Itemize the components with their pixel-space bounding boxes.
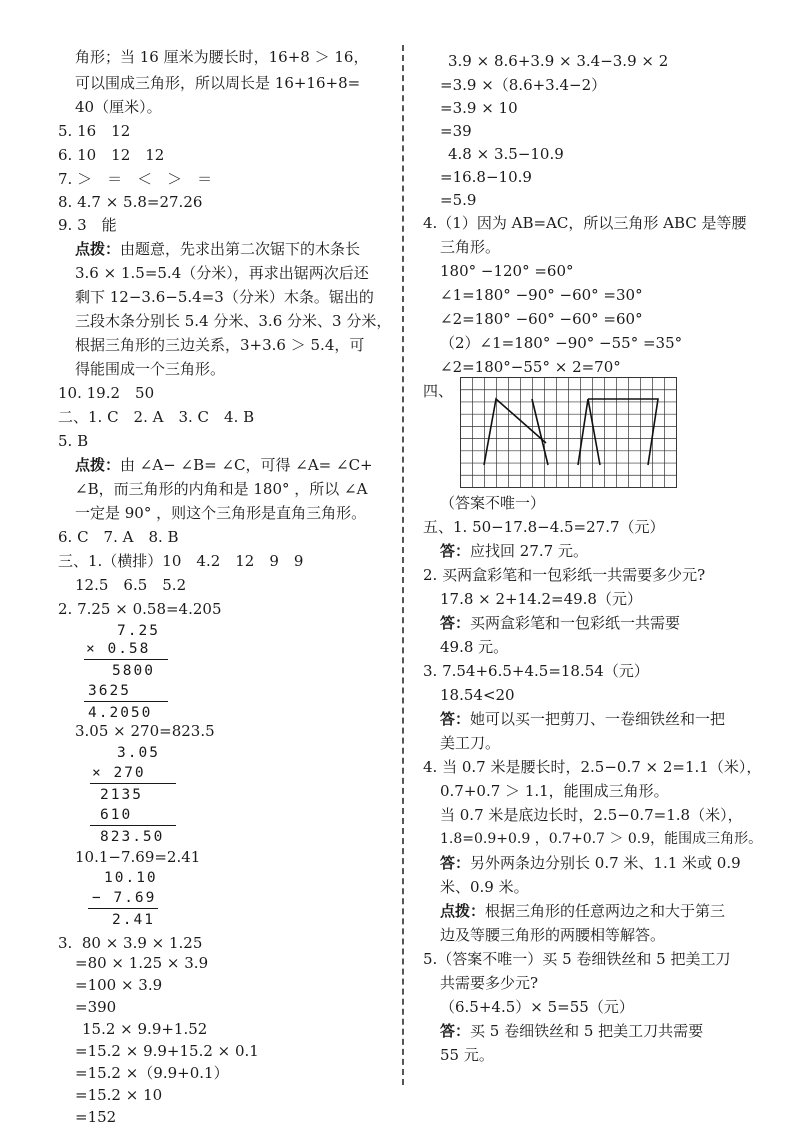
vertical-calc-line: 10.10 — [104, 870, 158, 886]
text-line: 三角形。 — [440, 238, 501, 256]
hint-text: 由题意，先求出第二次锯下的木条长 — [120, 240, 361, 258]
calc-rule — [90, 825, 176, 826]
text-line: =15.2 ×（9.9+0.1） — [75, 1064, 229, 1082]
hint-line — [75, 456, 373, 474]
text-line: =39 — [440, 122, 472, 140]
answer-line: 3.05 × 270=823.5 — [75, 722, 215, 740]
text-line: 49.8 元。 — [440, 638, 509, 656]
vertical-calc-line: 3625 — [88, 683, 131, 699]
text-line: 15.2 × 9.9+1.52 — [82, 1020, 208, 1038]
drawn-triangles — [484, 399, 658, 465]
column-divider — [402, 45, 404, 1085]
answer-line: 5.（答案不唯一）买 5 卷细铁丝和 5 把美工刀 — [423, 950, 731, 968]
text-line: =15.2 × 10 — [75, 1086, 163, 1104]
vertical-calc-line: × 0.58 — [86, 641, 151, 657]
text-line: 55 元。 — [440, 1046, 494, 1064]
text-line: 1.8=0.9+0.9 ，0.7+0.7 ＞ 0.9，能围成三角形。 — [440, 831, 763, 847]
section-line: 二、1. C 2. A 3. C 4. B — [58, 408, 255, 426]
answer-line: 3. 7.54+6.5+4.5=18.54（元） — [423, 662, 649, 680]
answer-line: 3. 80 × 3.9 × 1.25 — [58, 934, 203, 952]
hint-label: 点拨： — [440, 902, 486, 920]
answer-statement — [440, 1022, 703, 1040]
text-line: 边及等腰三角形的两腰相等解答。 — [440, 926, 666, 944]
text-line: 12.5 6.5 5.2 — [75, 576, 187, 594]
answer-statement — [440, 542, 588, 560]
text-line: 一定是 90° ，则这个三角形是直角三角形。 — [75, 504, 367, 522]
calc-rule — [84, 659, 168, 660]
calc-rule — [88, 908, 158, 909]
text-line: 0.7+0.7 ＞ 1.1，能围成三角形。 — [440, 782, 669, 800]
calc-rule — [84, 701, 168, 702]
hint-text: 由 ∠A− ∠B= ∠C，可得 ∠A= ∠C+ — [120, 456, 373, 474]
answer-label: 答： — [440, 1022, 471, 1040]
text-line: 17.8 × 2+14.2=49.8（元） — [440, 590, 642, 608]
answer-line: 4. 当 0.7 米是腰长时，2.5−0.7 × 2=1.1（米）， — [423, 758, 762, 776]
section-line: 三、1.（横排）10 4.2 12 9 9 — [58, 552, 304, 570]
vertical-calc-line: 610 — [100, 807, 133, 823]
text-line: 4.8 × 3.5−10.9 — [448, 145, 564, 163]
answer-text: 另外两条边分别长 0.7 米、1.1 米或 0.9 — [470, 854, 741, 872]
vertical-calc-line: 2.41 — [112, 912, 155, 928]
answer-line: 6. C 7. A 8. B — [58, 528, 179, 546]
text-line: =15.2 × 9.9+15.2 × 0.1 — [75, 1042, 259, 1060]
answer-line: 2. 买两盒彩笔和一包彩纸一共需要多少元? — [423, 566, 706, 584]
text-line: 共需要多少元? — [440, 974, 539, 992]
text-line: 18.54<20 — [440, 686, 515, 704]
text-line: （2）∠1=180° −90° −55° =35° — [440, 334, 683, 352]
vertical-calc-line: 3.05 — [117, 745, 160, 761]
section-line: 五、1. 50−17.8−4.5=27.7（元） — [423, 518, 665, 536]
text-line: （答案不唯一） — [440, 494, 546, 512]
answer-text: 买两盒彩笔和一包彩纸一共需要 — [470, 614, 681, 632]
grid-figure — [460, 377, 678, 493]
text-line: 米、0.9 米。 — [440, 878, 529, 896]
text-line: =3.9 × 10 — [440, 99, 518, 117]
vertical-calc-line: − 7.69 — [92, 890, 157, 906]
text-line: ∠2=180°−55° × 2=70° — [440, 358, 621, 376]
text-line: 美工刀。 — [440, 734, 501, 752]
hint-label: 点拨： — [75, 240, 121, 258]
answer-label: 答： — [440, 614, 471, 632]
vertical-calc-line: 2135 — [100, 787, 143, 803]
text-line: =80 × 1.25 × 3.9 — [75, 954, 209, 972]
answer-text: 她可以买一把剪刀、一卷细铁丝和一把 — [470, 710, 726, 728]
text-line: 可以围成三角形，所以周长是 16+16+8= — [75, 74, 361, 92]
text-line: 根据三角形的三边关系，3+3.6 ＞ 5.4，可 — [75, 336, 365, 354]
vertical-calc-line: 5800 — [112, 663, 155, 679]
hint-line — [75, 240, 360, 258]
vertical-calc-line: 7.25 — [117, 623, 160, 639]
triangle-1 — [484, 399, 546, 465]
answer-line: 2. 7.25 × 0.58=4.205 — [58, 600, 222, 618]
answer-statement — [440, 614, 680, 632]
text-line: =390 — [75, 998, 117, 1016]
text-line: =152 — [75, 1108, 117, 1126]
answer-statement — [440, 710, 725, 728]
answer-line: 9. 3 能 — [58, 216, 117, 234]
answer-line: 6. 10 12 12 — [58, 146, 165, 164]
text-line: ∠2=180° −60° −60° =60° — [440, 310, 643, 328]
text-line: =100 × 3.9 — [75, 976, 163, 994]
vertical-calc-line: 4.2050 — [88, 705, 153, 721]
grid-cells — [461, 378, 677, 488]
answer-label: 答： — [440, 854, 471, 872]
text-line: 角形；当 16 厘米为腰长时，16+8 ＞ 16， — [75, 48, 369, 66]
vertical-calc-line: 823.50 — [100, 829, 165, 845]
triangle-3 — [578, 399, 600, 465]
answer-line: 7. ＞ ＝ ＜ ＞ ＝ — [58, 170, 213, 188]
text-line: 3.9 × 8.6+3.9 × 3.4−3.9 × 2 — [448, 52, 669, 70]
vertical-calc-line: × 270 — [92, 765, 146, 781]
answer-line: 10. 19.2 50 — [58, 384, 155, 402]
text-line: 剩下 12−3.6−5.4=3（分米）木条。锯出的 — [75, 288, 374, 306]
answer-label: 答： — [440, 710, 471, 728]
text-line: 三段木条分别长 5.4 分米、3.6 分米、3 分米， — [75, 312, 392, 330]
answer-line: 5. B — [58, 432, 89, 450]
answer-line: 10.1−7.69=2.41 — [75, 848, 201, 866]
text-line: ∠B，而三角形的内角和是 180° ，所以 ∠A — [75, 480, 368, 498]
calc-rule — [90, 783, 176, 784]
answer-line: 4.（1）因为 AB=AC，所以三角形 ABC 是等腰 — [423, 214, 747, 232]
text-line: （6.5+4.5）× 5=55（元） — [440, 998, 634, 1016]
text-line: ∠1=180° −90° −60° =30° — [440, 286, 643, 304]
text-line: 3.6 × 1.5=5.4（分米），再求出锯两次后还 — [75, 264, 369, 282]
answer-text: 应找回 27.7 元。 — [470, 542, 588, 560]
section-line: 四、 — [423, 382, 454, 400]
hint-label: 点拨： — [75, 456, 121, 474]
hint-line — [440, 902, 725, 920]
text-line: =3.9 ×（8.6+3.4−2） — [440, 76, 607, 94]
text-line: 180° −120° =60° — [440, 262, 574, 280]
answer-line: 5. 16 12 — [58, 122, 131, 140]
answer-text: 买 5 卷细铁丝和 5 把美工刀共需要 — [470, 1022, 704, 1040]
answer-line: 8. 4.7 × 5.8=27.26 — [58, 193, 203, 211]
answer-statement — [440, 854, 741, 872]
text-line: 当 0.7 米是底边长时，2.5−0.7=1.8（米）， — [440, 806, 743, 824]
answer-label: 答： — [440, 542, 471, 560]
text-line: 得能围成一个三角形。 — [75, 360, 226, 378]
text-line: =5.9 — [440, 191, 477, 209]
triangle-grid-drawing — [460, 377, 678, 489]
hint-text: 根据三角形的任意两边之和大于第三 — [485, 902, 726, 920]
text-line: =16.8−10.9 — [440, 168, 532, 186]
text-line: 40（厘米）。 — [75, 98, 162, 116]
